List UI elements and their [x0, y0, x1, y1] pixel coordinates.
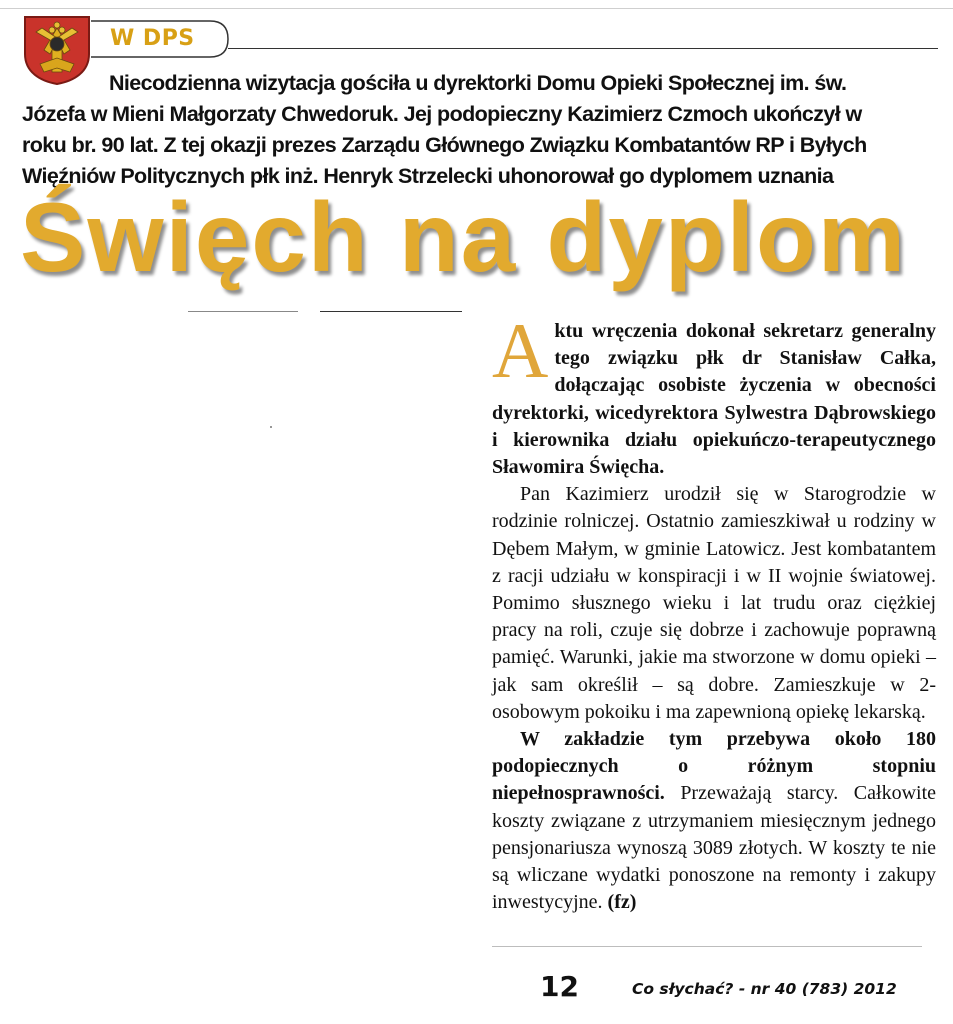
article-paragraph-1	[492, 307, 936, 481]
divider-left	[188, 311, 298, 312]
section-tag	[90, 20, 230, 58]
article-paragraph-1-text: ktu wręczenia dokonał sekretarz generalny tego związku płk dr Stanisław Całka, dołączając osobiste życzenia w obecności dyrektorki, wicedyrektora Sylwestra Dąbrowskiego i kierownika działu opiekuńczo-terapeutycznego Sławomira Święcha.	[492, 320, 936, 479]
drop-cap: A	[492, 307, 549, 394]
article-paragraph-3-bold: W zakładzie tym przebywa około 180 podopiecznych o różnym stopniu niepełnosprawności.	[492, 728, 936, 805]
article-paragraph-3-text: Przeważają starcy. Całkowite koszty związane z utrzymaniem miesięcznym jednego pensjonariusza wynoszą 3089 złotych. W koszty te nie są wliczane wydatki ponoszone na remonty i zakupy inwestycyjne.	[492, 782, 936, 914]
headline: Święch na dyplom	[20, 182, 907, 292]
lead-line: Więźniów Politycznych płk inż. Henryk Strzelecki uhonorował go dyplomem uznania	[22, 164, 834, 188]
top-rule	[0, 8, 953, 9]
section-tag-label: W DPS	[110, 26, 195, 51]
bottom-rule	[492, 946, 922, 947]
lead-line: Niecodzienna wizytacja gościła u dyrektorki Domu Opieki Społecznej im. św.	[109, 71, 847, 95]
author-signature: (fz)	[607, 891, 637, 914]
page-number: 12	[540, 970, 579, 1003]
issue-info: Co słychać? - nr 40 (783) 2012	[632, 980, 897, 998]
scan-speck	[270, 426, 272, 428]
header-rule	[228, 48, 938, 49]
divider-right	[320, 311, 462, 312]
lead-line: Józefa w Mieni Małgorzaty Chwedoruk. Jej podopieczny Kazimierz Czmoch ukończył w	[22, 102, 862, 126]
lead-line: roku br. 90 lat. Z tej okazji prezes Zarządu Głównego Związku Kombatantów RP i Byłych	[22, 133, 867, 157]
article-paragraph-2: Pan Kazimierz urodził się w Starogrodzie w rodzinie rolniczej. Ostatnio zamieszkiwał u rodziny w Dębem Małym, w gminie Latowicz. Jest kombatantem z racji udziału w konspiracji i w II wojnie światowej. Pomimo słusznego wieku i lat trudu oraz ciężkiej pracy na roli, czuje się dobrze i zachowuje poprawną pamięć. Warunki, jakie ma stworzone w domu opieki – jak sam określił – są dobre. Zamieszkuje w 2-osobowym pokoiku i ma zapewnioną opiekę lekarską.	[492, 483, 936, 723]
article-paragraph-3	[492, 726, 936, 916]
lead-paragraph	[22, 68, 942, 192]
article-body	[492, 307, 936, 916]
